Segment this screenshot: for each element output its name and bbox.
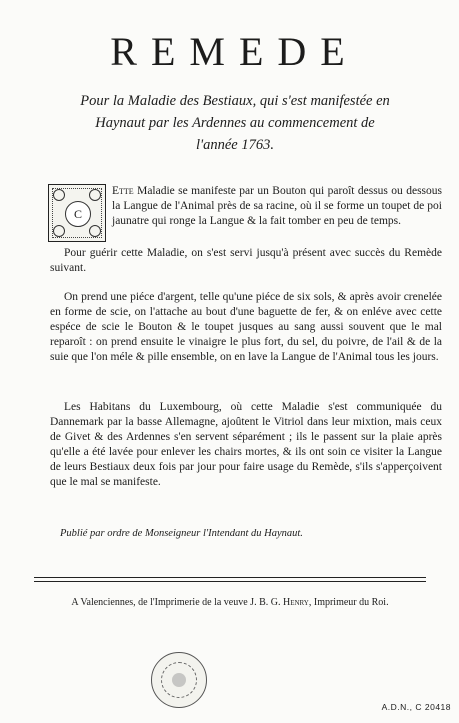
printer-imprint <box>34 596 426 610</box>
imprint-printer-name: Henry <box>282 597 309 608</box>
subtitle-line: l'année 1763. <box>195 137 274 153</box>
publication-note: Publié par ordre de Monseigneur l'Intendant du Haynaut. <box>60 528 303 539</box>
double-rule-divider <box>34 577 426 582</box>
ornament-icon <box>89 189 101 201</box>
subtitle-line: Haynaut par les Ardennes au commencement de <box>95 115 375 131</box>
subtitle-line: Pour la Maladie des Bestiaux, qui s'est manifestée en <box>80 93 390 109</box>
archive-stamp-icon <box>151 652 207 708</box>
decorated-initial <box>48 184 106 242</box>
document-subtitle <box>40 90 430 156</box>
imprint-text: , Imprimeur du Roi. <box>308 597 389 608</box>
ornament-icon <box>89 225 101 237</box>
imprint-text: A Valenciennes, de l'Imprimerie de la veuve J. B. G. <box>71 597 283 608</box>
paragraph-symptoms <box>112 184 442 229</box>
stamp-center <box>172 673 186 687</box>
initial-letter: C <box>65 201 91 227</box>
paragraph-text: Maladie se manifeste par un Bouton qui paroît dessus ou dessous la Langue de l'Animal près de sa racine, où il se forme un toupet de poi jaunatre qui ronge la Langue & la fait tomber en peu de temps. <box>112 185 442 227</box>
paragraph-lead-word: Ette <box>112 185 134 197</box>
paragraph-luxembourg: Les Habitans du Luxembourg, où cette Maladie s'est communiquée du Dannemark par la basse Allemagne, ajoûtent le Vitriol dans leur mixtion, mais ceux de Givet & des Ardennes s'en servent séparément ; ils le passent sur la plaie après qu'elle a été lavée pour enlever les chairs mortes, & ils ont soin ce visiter la Langue de leurs Bestiaux deux fois par jour pour faire usage du Remède, s'ils s'apperçoivent que le mal se manifeste. <box>50 401 442 488</box>
archive-reference: A.D.N., C 20418 <box>381 702 451 712</box>
document-title: REMEDE <box>110 29 359 74</box>
ornament-icon <box>53 225 65 237</box>
paragraph-remedy: On prend une piéce d'argent, telle qu'une piéce de six sols, & après avoir crenelée en forme de scie, on l'attache au bout d'une baguette de fer, & on enléve avec cette espéce de scie le Bouton & le toupet jusques au sang aussi souvent que le mal reparoît : on prend ensuite le vinaigre le plus fort, du sel, du poivre, de l'ail & de la suie que l'on méle & pille ensemble, on en lave la Langue de l'Animal tous les jours. <box>50 291 442 363</box>
paragraph-intro-remedy: Pour guérir cette Maladie, on s'est servi jusqu'à présent avec succès du Remède suivant. <box>50 247 442 274</box>
ornament-icon <box>53 189 65 201</box>
